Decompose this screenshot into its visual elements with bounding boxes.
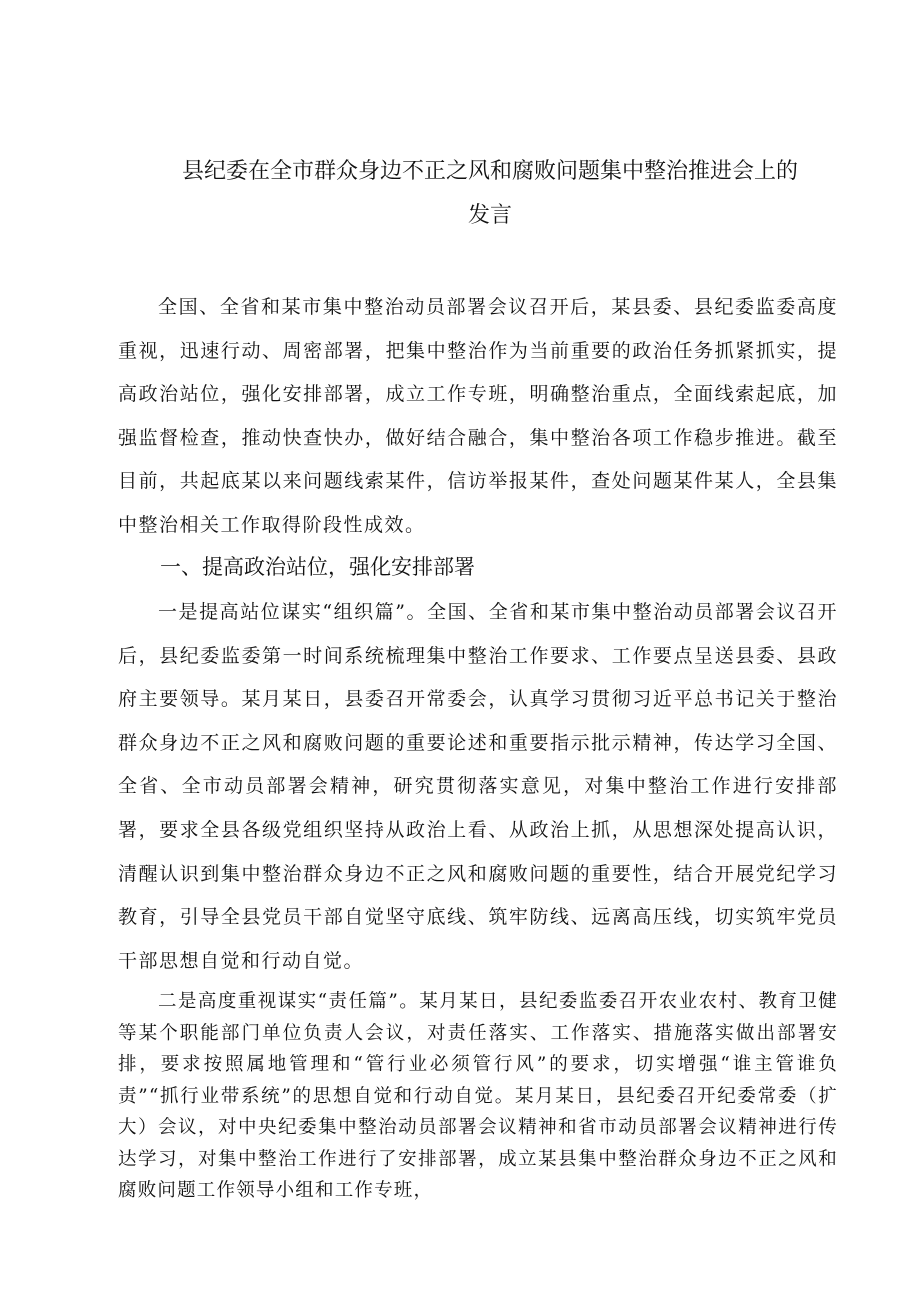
document-title-line-2: 发言 (467, 203, 512, 228)
section-1-paragraph-2: 二是高度重视谋实“责任篇”。某月某日，县纪委监委召开农业农村、教育卫健等某个职能部门单位负责人会议，对责任落实、工作落实、措施落实做出部署安排，要求按照属地管理和“管行业必须管行风”的要求，切实增强“谁主管谁负责”“抓行业带系统”的思想自觉和行动自觉。某月某日，县纪委召开纪委常委（扩大）会议，对中央纪委集中整治动员部署会议精神和省市动员部署会议精神进行传达学习，对集中整治工作进行了安排部署，成立某县集中整治群众身边不正之风和腐败问题工作领导小组和工作专班， (118, 991, 838, 1201)
section-1-heading: 一、提高政治站位，强化安排部署 (160, 555, 475, 579)
section-1-paragraph-1: 一是提高站位谋实“组织篇”。全国、全省和某市集中整治动员部署会议召开后，县纪委监委第一时间系统梳理集中整治工作要求、工作要点呈送县委、县政府主要领导。某月某日，县委召开常委会，认真学习贯彻习近平总书记关于整治群众身边不正之风和腐败问题的重要论述和重要指示批示精神，传达学习全国、全省、全市动员部署会精神，研究贯彻落实意见，对集中整治工作进行安排部署，要求全县各级党组织坚持从政治上看、从政治上抓，从思想深处提高认识，清醒认识到集中整治群众身边不正之风和腐败问题的重要性，结合开展党纪学习教育，引导全县党员干部自觉坚守底线、筑牢防线、远离高压线，切实筑牢党员干部思想自觉和行动自觉。 (118, 601, 838, 972)
intro-paragraph: 全国、全省和某市集中整治动员部署会议召开后，某县委、县纪委监委高度重视，迅速行动、周密部署，把集中整治作为当前重要的政治任务抓紧抓实，提高政治站位，强化安排部署，成立工作专班，明确整治重点，全面线索起底，加强监督检查，推动快查快办，做好结合融合，集中整治各项工作稳步推进。截至目前，共起底某以来问题线索某件，信访举报某件，查处问题某件某人，全县集中整治相关工作取得阶段性成效。 (118, 296, 838, 536)
document-title-line-1: 县纪委在全市群众身边不正之风和腐败问题集中整治推进会上的 (181, 159, 798, 184)
